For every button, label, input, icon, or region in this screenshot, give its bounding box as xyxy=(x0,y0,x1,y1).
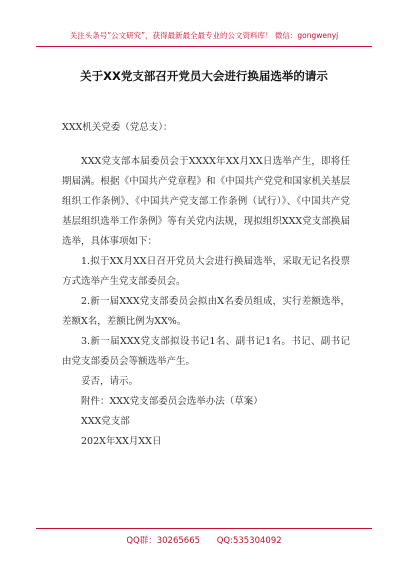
top-banner: 关注头条号“公文研究”，获得最新最全最专业的公文资料库！ 微信：gongwenyj xyxy=(69,31,339,40)
date: 202X年XX月XX日 xyxy=(81,436,162,447)
list-item: 2.新一届XXX党支部委员会拟由X名委员组成，实行差额选举，差额X名，差额比例为XX%。 xyxy=(62,296,350,327)
list-item: 3.新一届XXX党支部拟设书记1名、副书记1名。书记、副书记由党支部委员会等额选举产生。 xyxy=(62,336,350,367)
list-item: 1.拟于XX月XX日召开党员大会进行换届选举，采取无记名投票方式选举产生党支部委员会。 xyxy=(62,256,350,287)
footer-divider xyxy=(36,528,372,529)
qq-text: QQ:535304092 xyxy=(216,536,282,546)
document-body xyxy=(62,118,350,452)
qq-group-text: QQ群：30265665 xyxy=(126,536,201,546)
salutation: XXX机关党委（党总支）： xyxy=(62,122,173,133)
closing-line: 妥否，请示。 xyxy=(81,376,139,387)
signature: XXX党支部 xyxy=(81,416,130,427)
top-divider xyxy=(36,46,372,47)
attachment-line: 附件：XXX党支部委员会选举办法（草案） xyxy=(81,396,263,407)
document-title: 关于XX党支部召开党员大会进行换届选举的请示 xyxy=(80,69,328,83)
intro-paragraph: XXX党支部本届委员会于XXXX年XX月XX日选举产生，即将任期届满。根据《中国共产党章程》和《中国共产党党和国家机关基层组织工作条例》、《中国共产党支部工作条例（试行）》、《中国共产党基层组织选举工作条例》等有关党内法规，现拟组织XXX党支部换届选举，具体事项如下： xyxy=(62,156,350,247)
footer xyxy=(0,534,408,546)
